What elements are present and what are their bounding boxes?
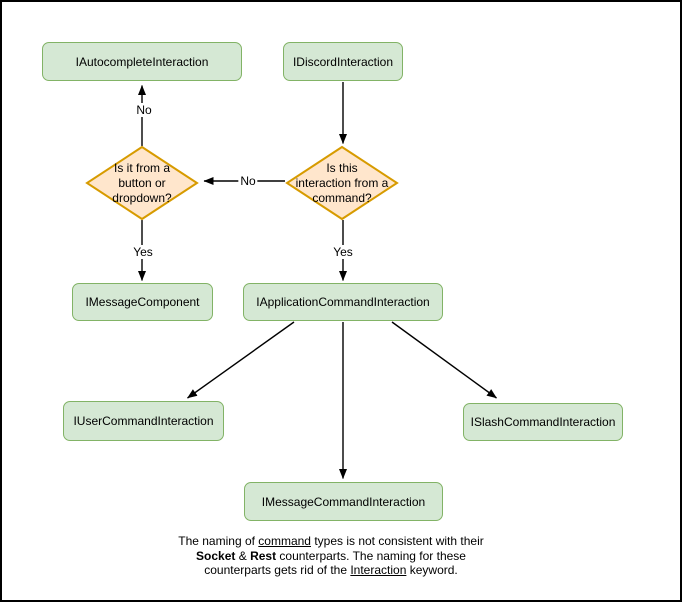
footnote-text: The naming of [178, 534, 259, 548]
footnote-text: counterparts. The naming for these [276, 548, 466, 563]
decision-line: command? [312, 190, 372, 205]
node-user-command-interaction [63, 401, 224, 441]
node-slash-command-interaction [463, 403, 623, 441]
footnote-underlined-command: command [258, 534, 311, 548]
node-discord-interaction [283, 42, 403, 81]
decision-from-command [285, 146, 399, 220]
footnote-bold-rest: Rest [250, 548, 277, 563]
decision-text [85, 146, 199, 220]
footnote-line-1 [160, 534, 502, 549]
decision-line: button or [118, 175, 166, 190]
node-label: IMessageComponent [85, 295, 200, 309]
edge-application-to-user-command [188, 322, 295, 398]
edge-label-no-left: No [240, 174, 256, 188]
footnote-line-3 [160, 563, 502, 578]
footnote [160, 534, 502, 578]
edge-label-no-up: No [136, 103, 152, 117]
decision-button-or-dropdown [85, 146, 199, 220]
node-label: IAutocompleteInteraction [75, 54, 209, 69]
node-message-component [72, 283, 213, 321]
decision-line: interaction from a [295, 175, 389, 190]
footnote-text: & [235, 548, 251, 563]
node-application-command-interaction [243, 283, 443, 321]
node-message-command-interaction [244, 482, 443, 521]
node-label: IMessageCommandInteraction [261, 494, 426, 509]
footnote-text: keyword. [406, 563, 458, 577]
node-label: IApplicationCommandInteraction [256, 295, 430, 309]
footnote-text: counterparts gets rid of the [204, 563, 351, 577]
node-label: IUserCommandInteraction [73, 414, 214, 428]
decision-line: dropdown? [112, 190, 172, 205]
node-label: IDiscordInteraction [292, 54, 394, 69]
footnote-line-2 [160, 549, 502, 564]
footnote-bold-socket: Socket [196, 548, 236, 563]
node-label: ISlashCommandInteraction [470, 415, 616, 429]
edge-label-yes-right: Yes [333, 245, 353, 259]
edge-label-yes-left: Yes [133, 245, 153, 259]
decision-line: Is it from a [113, 160, 170, 175]
node-autocomplete-interaction [42, 42, 242, 81]
edge-application-to-slash-command [392, 322, 497, 398]
footnote-underlined-interaction: Interaction [350, 563, 407, 577]
footnote-text: types is not consistent with their [310, 534, 484, 548]
decision-line: Is this [326, 160, 358, 175]
decision-text [285, 146, 399, 220]
